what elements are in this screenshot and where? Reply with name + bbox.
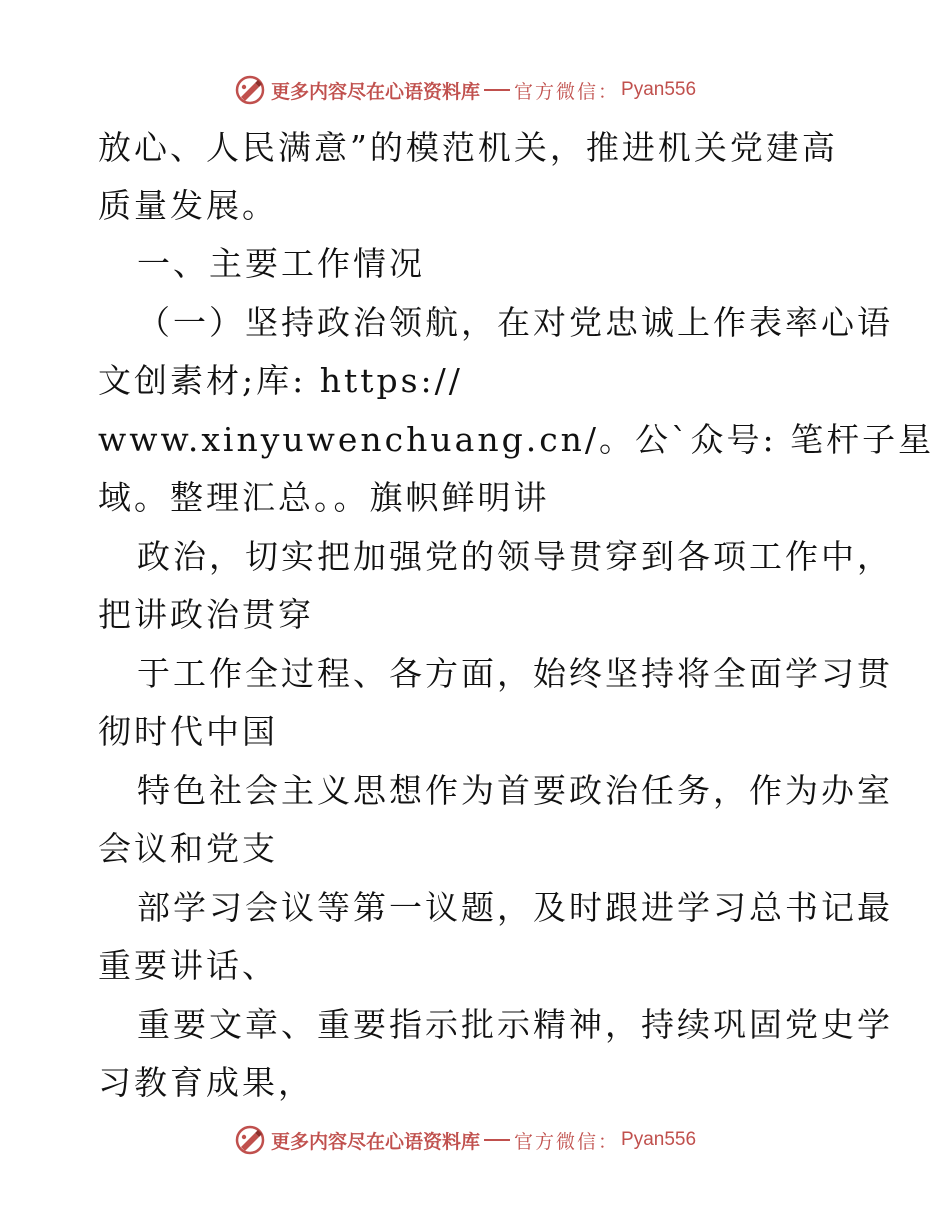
- body-line: 域。整理汇总。。旗帜鲜明讲: [98, 478, 550, 517]
- body-line: www.xinyuwenchuang.cn/。公`众号: 笔杆子星: [98, 420, 935, 459]
- footer-wechat-label: 官方微信：: [514, 1130, 620, 1153]
- body-line: 重要文章、重要指示批示精神，持续巩固党史学: [137, 1005, 893, 1044]
- footer-separator: [484, 1139, 510, 1141]
- body-line: 特色社会主义思想作为首要政治任务，作为办室: [137, 771, 893, 810]
- body-line: 重要讲话、: [98, 946, 278, 985]
- body-line: 政治，切实把加强党的领导贯穿到各项工作中，: [137, 537, 893, 576]
- body-line: 彻时代中国: [98, 712, 278, 751]
- header-brand-text: 更多内容尽在心语资料库: [271, 80, 481, 103]
- body-line: 习教育成果，: [98, 1063, 314, 1102]
- header-watermark: [235, 72, 735, 108]
- body-line: 部学习会议等第一议题，及时跟进学习总书记最: [137, 888, 893, 927]
- body-line: 质量发展。: [98, 186, 278, 225]
- body-line: 于工作全过程、各方面，始终坚持将全面学习贯: [137, 654, 893, 693]
- body-line: 把讲政治贯穿: [98, 595, 314, 634]
- body-line: （一）坚持政治领航，在对党忠诚上作表率心语: [137, 303, 893, 342]
- header-wechat-label: 官方微信：: [514, 80, 620, 103]
- body-line: 文创素材;库: https://: [98, 361, 463, 400]
- brand-logo-icon: [235, 1125, 265, 1155]
- brand-logo-icon: [235, 75, 265, 105]
- footer-watermark: [235, 1122, 735, 1158]
- body-line: 会议和党支: [98, 829, 278, 868]
- header-wechat-id: Pyan556: [621, 79, 697, 100]
- footer-brand-text: 更多内容尽在心语资料库: [271, 1130, 481, 1153]
- header-separator: [484, 89, 510, 91]
- body-line: 放心、人民满意”的模范机关，推进机关党建高: [98, 128, 838, 167]
- footer-wechat-id: Pyan556: [621, 1129, 697, 1150]
- section-heading: 一、主要工作情况: [137, 244, 425, 283]
